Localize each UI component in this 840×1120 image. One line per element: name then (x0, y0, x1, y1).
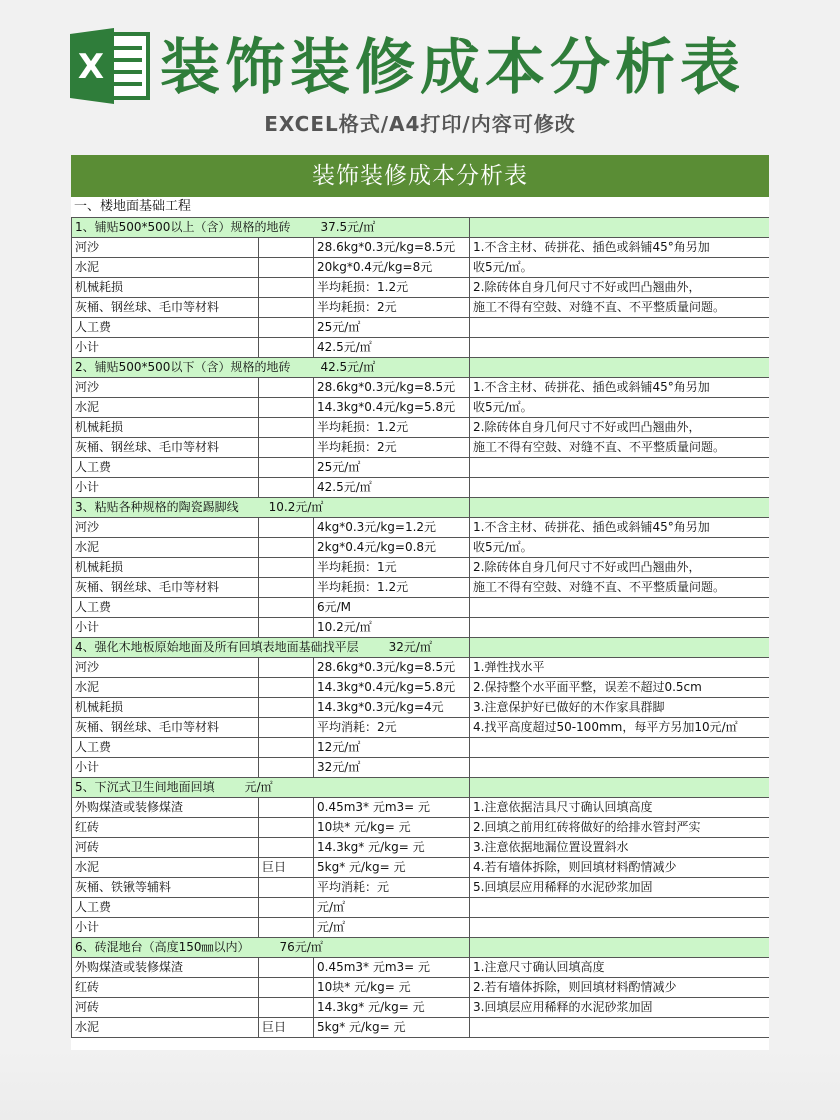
calc-cell[interactable]: 14.3kg*0.4元/kg=5.8元 (314, 678, 470, 698)
table-row (72, 918, 770, 938)
table-row (72, 858, 770, 878)
note-cell[interactable]: 施工不得有空鼓、对缝不直、不平整质量问题。 (470, 578, 770, 598)
unit-cell[interactable] (259, 298, 314, 318)
note-cell[interactable] (470, 1018, 770, 1038)
table-row (72, 398, 770, 418)
unit-cell[interactable] (259, 398, 314, 418)
table-row (72, 878, 770, 898)
item-cell[interactable]: 人工费 (72, 598, 259, 618)
unit-cell[interactable]: 巨日 (259, 1018, 314, 1038)
group-price: 42.5元/㎡ (320, 360, 376, 374)
note-cell[interactable]: 4.找平高度超过50-100mm，每平方另加10元/㎡ (470, 718, 770, 738)
item-cell[interactable]: 红砖 (72, 818, 259, 838)
item-cell[interactable]: 水泥 (72, 538, 259, 558)
note-cell[interactable]: 收5元/㎡。 (470, 398, 770, 418)
item-cell[interactable]: 灰桶、钢丝球、毛巾等材料 (72, 298, 259, 318)
group-note-cell[interactable] (470, 218, 770, 238)
group-title-cell[interactable] (72, 218, 470, 238)
calc-cell[interactable]: 5kg* 元/kg= 元 (314, 858, 470, 878)
group-header-row (72, 218, 770, 238)
calc-cell[interactable]: 28.6kg*0.3元/kg=8.5元 (314, 238, 470, 258)
note-cell[interactable]: 2.除砖体自身几何尺寸不好或凹凸翘曲外， (470, 418, 770, 438)
unit-cell[interactable] (259, 278, 314, 298)
item-cell[interactable]: 机械耗损 (72, 278, 259, 298)
calc-cell[interactable]: 20kg*0.4元/kg=8元 (314, 258, 470, 278)
item-cell[interactable]: 人工费 (72, 318, 259, 338)
note-cell[interactable]: 1.不含主材、砖拼花、插色或斜铺45°角另加 (470, 518, 770, 538)
unit-cell[interactable] (259, 838, 314, 858)
unit-cell[interactable] (259, 458, 314, 478)
item-cell[interactable]: 外购煤渣或装修煤渣 (72, 798, 259, 818)
calc-cell[interactable]: 25元/㎡ (314, 318, 470, 338)
cost-table (71, 217, 769, 1038)
table-row (72, 378, 770, 398)
note-cell[interactable]: 5.回填层应用稀释的水泥砂浆加固 (470, 878, 770, 898)
unit-cell[interactable] (259, 878, 314, 898)
calc-cell[interactable]: 14.3kg*0.4元/kg=5.8元 (314, 398, 470, 418)
calc-cell[interactable]: 0.45m3* 元m3= 元 (314, 798, 470, 818)
note-cell[interactable]: 1.弹性找水平 (470, 658, 770, 678)
calc-cell[interactable]: 半均耗损：1元 (314, 558, 470, 578)
note-cell[interactable] (470, 898, 770, 918)
note-cell[interactable]: 3.回填层应用稀释的水泥砂浆加固 (470, 998, 770, 1018)
note-cell[interactable]: 1.注意尺寸确认回填高度 (470, 958, 770, 978)
unit-cell[interactable] (259, 418, 314, 438)
table-row (72, 578, 770, 598)
item-cell[interactable]: 机械耗损 (72, 418, 259, 438)
group-price: 元/㎡ (244, 780, 273, 794)
note-cell[interactable]: 3.注意依据地漏位置设置斜水 (470, 838, 770, 858)
group-price: 32元/㎡ (388, 640, 432, 654)
group-title: 4、强化木地板原始地面及所有回填表地面基础找平层 (75, 640, 359, 654)
unit-cell[interactable] (259, 658, 314, 678)
note-cell[interactable]: 施工不得有空鼓、对缝不直、不平整质量问题。 (470, 438, 770, 458)
note-cell[interactable]: 1.不含主材、砖拼花、插色或斜铺45°角另加 (470, 378, 770, 398)
calc-cell[interactable]: 10.2元/㎡ (314, 618, 470, 638)
item-cell[interactable]: 水泥 (72, 258, 259, 278)
item-cell[interactable]: 小计 (72, 618, 259, 638)
calc-cell[interactable]: 元/㎡ (314, 918, 470, 938)
item-cell[interactable]: 人工费 (72, 898, 259, 918)
unit-cell[interactable] (259, 378, 314, 398)
item-cell[interactable]: 河沙 (72, 658, 259, 678)
excel-icon-letter: X (77, 47, 105, 87)
calc-cell[interactable]: 42.5元/㎡ (314, 338, 470, 358)
note-cell[interactable]: 3.注意保护好已做好的木作家具群脚 (470, 698, 770, 718)
group-header-row (72, 638, 770, 658)
calc-cell[interactable]: 平均消耗：元 (314, 878, 470, 898)
calc-cell[interactable]: 32元/㎡ (314, 758, 470, 778)
item-cell[interactable]: 水泥 (72, 1018, 259, 1038)
table-row (72, 758, 770, 778)
unit-cell[interactable] (259, 318, 314, 338)
table-row (72, 798, 770, 818)
item-cell[interactable]: 水泥 (72, 858, 259, 878)
table-row (72, 538, 770, 558)
item-cell[interactable]: 水泥 (72, 678, 259, 698)
calc-cell[interactable]: 0.45m3* 元m3= 元 (314, 958, 470, 978)
unit-cell[interactable] (259, 438, 314, 458)
unit-cell[interactable]: 巨日 (259, 858, 314, 878)
unit-cell[interactable] (259, 958, 314, 978)
group-note-cell[interactable] (470, 498, 770, 518)
group-title: 1、铺贴500*500以上（含）规格的地砖 (75, 220, 291, 234)
item-cell[interactable]: 人工费 (72, 738, 259, 758)
calc-cell[interactable]: 平均消耗：2元 (314, 718, 470, 738)
note-cell[interactable]: 收5元/㎡。 (470, 258, 770, 278)
table-row (72, 678, 770, 698)
calc-cell[interactable]: 半均耗损：1.2元 (314, 578, 470, 598)
sheet-title: 装饰装修成本分析表 (71, 155, 769, 197)
group-header-row (72, 778, 770, 798)
group-title-cell[interactable] (72, 778, 470, 798)
group-note-cell[interactable] (470, 938, 770, 958)
calc-cell[interactable]: 6元/M (314, 598, 470, 618)
table-row (72, 718, 770, 738)
calc-cell[interactable]: 2kg*0.4元/kg=0.8元 (314, 538, 470, 558)
calc-cell[interactable]: 10块* 元/kg= 元 (314, 818, 470, 838)
group-title-cell[interactable] (72, 938, 470, 958)
item-cell[interactable]: 机械耗损 (72, 558, 259, 578)
calc-cell[interactable]: 14.3kg* 元/kg= 元 (314, 998, 470, 1018)
group-note-cell[interactable] (470, 358, 770, 378)
table-row (72, 658, 770, 678)
note-cell[interactable] (470, 338, 770, 358)
page-subtitle: EXCEL格式/A4打印/内容可修改 (264, 112, 576, 136)
item-cell[interactable]: 河砖 (72, 838, 259, 858)
note-cell[interactable]: 4.若有墙体拆除，则回填材料酌情减少 (470, 858, 770, 878)
note-cell[interactable]: 2.若有墙体拆除，则回填材料酌情减少 (470, 978, 770, 998)
group-note-cell[interactable] (470, 778, 770, 798)
unit-cell[interactable] (259, 818, 314, 838)
item-cell[interactable]: 小计 (72, 338, 259, 358)
note-cell[interactable]: 1.注意依据洁具尺寸确认回填高度 (470, 798, 770, 818)
page-title: 装饰装修成本分析表 (160, 33, 745, 103)
group-title: 5、下沉式卫生间地面回填 (75, 780, 215, 794)
table-row (72, 318, 770, 338)
table-row (72, 998, 770, 1018)
table-row (72, 518, 770, 538)
note-cell[interactable] (470, 598, 770, 618)
item-cell[interactable]: 河沙 (72, 238, 259, 258)
table-row (72, 338, 770, 358)
table-row (72, 978, 770, 998)
table-row (72, 458, 770, 478)
spreadsheet (71, 155, 769, 1050)
note-cell[interactable]: 2.除砖体自身几何尺寸不好或凹凸翘曲外， (470, 558, 770, 578)
group-price: 10.2元/㎡ (268, 500, 324, 514)
unit-cell[interactable] (259, 738, 314, 758)
calc-cell[interactable]: 25元/㎡ (314, 458, 470, 478)
item-cell[interactable]: 外购煤渣或装修煤渣 (72, 958, 259, 978)
unit-cell[interactable] (259, 558, 314, 578)
calc-cell[interactable]: 14.3kg* 元/kg= 元 (314, 838, 470, 858)
table-row (72, 438, 770, 458)
calc-cell[interactable]: 10块* 元/kg= 元 (314, 978, 470, 998)
unit-cell[interactable] (259, 718, 314, 738)
item-cell[interactable]: 机械耗损 (72, 698, 259, 718)
calc-cell[interactable]: 12元/㎡ (314, 738, 470, 758)
calc-cell[interactable]: 元/㎡ (314, 898, 470, 918)
table-row (72, 738, 770, 758)
section-heading: 一、楼地面基础工程 (74, 199, 192, 214)
calc-cell[interactable]: 28.6kg*0.3元/kg=8.5元 (314, 658, 470, 678)
calc-cell[interactable]: 5kg* 元/kg= 元 (314, 1018, 470, 1038)
unit-cell[interactable] (259, 698, 314, 718)
unit-cell[interactable] (259, 258, 314, 278)
item-cell[interactable]: 红砖 (72, 978, 259, 998)
calc-cell[interactable]: 半均耗损：2元 (314, 298, 470, 318)
calc-cell[interactable]: 28.6kg*0.3元/kg=8.5元 (314, 378, 470, 398)
group-title: 6、砖混地台（高度150㎜以内） (75, 940, 250, 954)
item-cell[interactable]: 河砖 (72, 998, 259, 1018)
unit-cell[interactable] (259, 758, 314, 778)
unit-cell[interactable] (259, 518, 314, 538)
item-cell[interactable]: 小计 (72, 478, 259, 498)
group-title-cell[interactable] (72, 498, 470, 518)
note-cell[interactable] (470, 618, 770, 638)
table-row (72, 258, 770, 278)
item-cell[interactable]: 河沙 (72, 518, 259, 538)
calc-cell[interactable]: 4kg*0.3元/kg=1.2元 (314, 518, 470, 538)
item-cell[interactable]: 小计 (72, 758, 259, 778)
calc-cell[interactable]: 半均耗损：1.2元 (314, 418, 470, 438)
calc-cell[interactable]: 半均耗损：1.2元 (314, 278, 470, 298)
table-row (72, 478, 770, 498)
note-cell[interactable]: 施工不得有空鼓、对缝不直、不平整质量问题。 (470, 298, 770, 318)
unit-cell[interactable] (259, 578, 314, 598)
note-cell[interactable]: 2.保持整个水平面平整，误差不超过0.5cm (470, 678, 770, 698)
group-note-cell[interactable] (470, 638, 770, 658)
table-row (72, 898, 770, 918)
unit-cell[interactable] (259, 978, 314, 998)
unit-cell[interactable] (259, 478, 314, 498)
unit-cell[interactable] (259, 598, 314, 618)
note-cell[interactable] (470, 458, 770, 478)
note-cell[interactable] (470, 758, 770, 778)
calc-cell[interactable]: 14.3kg*0.3元/kg=4元 (314, 698, 470, 718)
item-cell[interactable]: 灰桶、钢丝球、毛巾等材料 (72, 438, 259, 458)
table-row (72, 298, 770, 318)
note-cell[interactable] (470, 318, 770, 338)
table-row (72, 238, 770, 258)
group-price: 37.5元/㎡ (320, 220, 376, 234)
item-cell[interactable]: 小计 (72, 918, 259, 938)
table-row (72, 698, 770, 718)
item-cell[interactable]: 灰桶、钢丝球、毛巾等材料 (72, 578, 259, 598)
unit-cell[interactable] (259, 898, 314, 918)
item-cell[interactable]: 河沙 (72, 378, 259, 398)
group-header-row (72, 358, 770, 378)
group-price: 76元/㎡ (279, 940, 323, 954)
calc-cell[interactable]: 半均耗损：2元 (314, 438, 470, 458)
group-header-row (72, 938, 770, 958)
unit-cell[interactable] (259, 618, 314, 638)
unit-cell[interactable] (259, 238, 314, 258)
item-cell[interactable]: 灰桶、铁锹等辅料 (72, 878, 259, 898)
note-cell[interactable]: 2.除砖体自身几何尺寸不好或凹凸翘曲外， (470, 278, 770, 298)
table-row (72, 618, 770, 638)
item-cell[interactable]: 人工费 (72, 458, 259, 478)
calc-cell[interactable]: 42.5元/㎡ (314, 478, 470, 498)
table-row (72, 278, 770, 298)
table-row (72, 558, 770, 578)
item-cell[interactable]: 灰桶、钢丝球、毛巾等材料 (72, 718, 259, 738)
group-title-cell[interactable] (72, 358, 470, 378)
table-row (72, 418, 770, 438)
group-title: 2、铺贴500*500以下（含）规格的地砖 (75, 360, 291, 374)
table-row (72, 838, 770, 858)
note-cell[interactable]: 2.回填之前用红砖将做好的给排水管封严实 (470, 818, 770, 838)
group-title: 3、粘贴各种规格的陶瓷踢脚线 (75, 500, 239, 514)
page-bottom (0, 1050, 840, 1120)
excel-icon (70, 28, 152, 104)
item-cell[interactable]: 水泥 (72, 398, 259, 418)
note-cell[interactable]: 1.不含主材、砖拼花、插色或斜铺45°角另加 (470, 238, 770, 258)
table-row (72, 1018, 770, 1038)
unit-cell[interactable] (259, 798, 314, 818)
unit-cell[interactable] (259, 918, 314, 938)
group-title-cell[interactable] (72, 638, 470, 658)
table-row (72, 598, 770, 618)
table-row (72, 958, 770, 978)
group-header-row (72, 498, 770, 518)
note-cell[interactable] (470, 738, 770, 758)
unit-cell[interactable] (259, 678, 314, 698)
unit-cell[interactable] (259, 538, 314, 558)
note-cell[interactable]: 收5元/㎡。 (470, 538, 770, 558)
note-cell[interactable] (470, 918, 770, 938)
table-row (72, 818, 770, 838)
unit-cell[interactable] (259, 338, 314, 358)
unit-cell[interactable] (259, 998, 314, 1018)
note-cell[interactable] (470, 478, 770, 498)
header (0, 0, 840, 150)
